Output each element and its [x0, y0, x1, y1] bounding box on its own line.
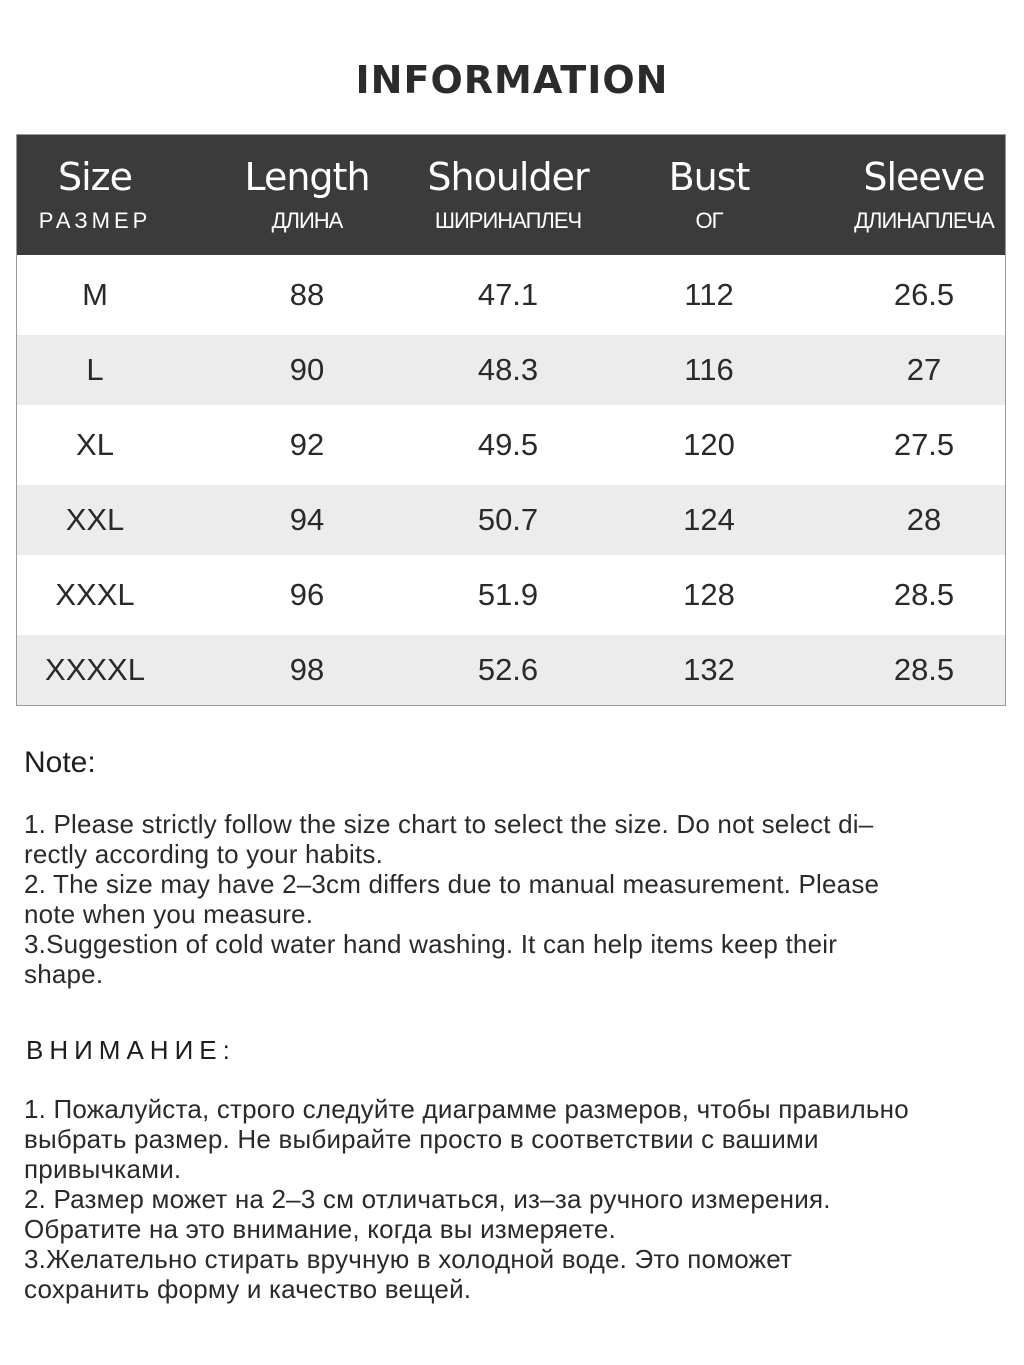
table-body [17, 255, 1005, 705]
header-shoulder-ru: ШИРИНАПЛЕЧ [434, 208, 582, 233]
ru-note-heading: ВНИМАНИЕ: [26, 1035, 236, 1065]
ru-note-line: сохранить форму и качество вещей. [24, 1274, 472, 1304]
ru-note-line: 1. Пожалуйста, строго следуйте диаграмме размеров, чтобы правильно [24, 1094, 909, 1124]
cell-size: XXL [65, 502, 125, 537]
cell-sleeve: 27.5 [893, 427, 955, 462]
page-title: INFORMATION [355, 58, 669, 102]
header-shoulder-en: Shoulder [427, 155, 589, 199]
cell-bust: 132 [683, 652, 735, 687]
header-sleeve-ru: ДЛИНАПЛЕЧА [854, 208, 994, 233]
ru-note-line: Обратите на это внимание, когда вы измеряете. [24, 1214, 616, 1244]
cell-shoulder: 48.3 [477, 352, 539, 387]
ru-note-line: 3.Желательно стирать вручную в холодной воде. Это поможет [24, 1244, 793, 1274]
cell-length: 98 [289, 652, 325, 687]
cell-length: 94 [289, 502, 325, 537]
ru-note-text [24, 1094, 999, 1304]
table-row [17, 485, 1005, 555]
cell-sleeve: 26.5 [893, 277, 955, 312]
cell-size: XXXXL [45, 652, 145, 687]
cell-sleeve: 28 [906, 502, 942, 537]
cell-length: 96 [289, 577, 325, 612]
cell-shoulder: 52.6 [477, 652, 539, 687]
note-line: 2. The size may have 2–3cm differs due to manual measurement. Please [24, 869, 880, 899]
table-row [17, 635, 1005, 705]
cell-size: L [86, 352, 104, 387]
header-size [17, 135, 173, 255]
cell-shoulder: 50.7 [477, 502, 539, 537]
note-text [24, 809, 999, 989]
header-bust-ru: ОГ [695, 208, 723, 233]
table-header [17, 135, 1005, 255]
ru-note-line: выбрать размер. Не выбирайте просто в соответствии с вашими [24, 1124, 819, 1154]
cell-bust: 128 [683, 577, 735, 612]
header-size-en: Size [57, 155, 132, 199]
cell-shoulder: 49.5 [477, 427, 539, 462]
header-size-ru: РАЗМЕР [38, 208, 152, 233]
ru-note-line: 2. Размер может на 2–3 см отличаться, из–за ручного измерения. [24, 1184, 831, 1214]
header-sleeve [843, 135, 1005, 255]
note-line: rectly according to your habits. [24, 839, 384, 869]
cell-sleeve: 27 [906, 352, 942, 387]
ru-note-line: привычками. [24, 1154, 182, 1184]
cell-bust: 112 [684, 277, 734, 312]
cell-length: 90 [289, 352, 325, 387]
header-bust [575, 135, 843, 255]
note-line: shape. [24, 959, 104, 989]
header-shoulder [427, 135, 589, 255]
cell-bust: 124 [683, 502, 735, 537]
header-bust-en: Bust [668, 155, 750, 199]
note-heading: Note: [24, 746, 96, 779]
note-line: note when you measure. [24, 899, 314, 929]
table-row [17, 555, 1005, 635]
note-line: 3.Suggestion of cold water hand washing. It can help items keep their [24, 929, 838, 959]
cell-size: XXXL [55, 577, 135, 612]
cell-length: 92 [289, 427, 325, 462]
note-line: 1. Please strictly follow the size chart to select the size. Do not select di– [24, 809, 874, 839]
header-length-ru: ДЛИНА [271, 208, 343, 233]
header-length [173, 135, 441, 255]
header-sleeve-en: Sleeve [863, 155, 985, 199]
table-row [17, 405, 1005, 485]
size-table [16, 134, 1006, 706]
cell-size: XL [76, 427, 114, 462]
cell-bust: 120 [683, 427, 735, 462]
cell-size: M [82, 277, 108, 312]
cell-bust: 116 [684, 352, 734, 387]
table-row [17, 255, 1005, 335]
cell-length: 88 [289, 277, 325, 312]
cell-shoulder: 51.9 [477, 577, 539, 612]
table-row [17, 335, 1005, 405]
cell-shoulder: 47.1 [477, 277, 539, 312]
cell-sleeve: 28.5 [893, 652, 955, 687]
header-length-en: Length [244, 155, 370, 199]
cell-sleeve: 28.5 [893, 577, 955, 612]
